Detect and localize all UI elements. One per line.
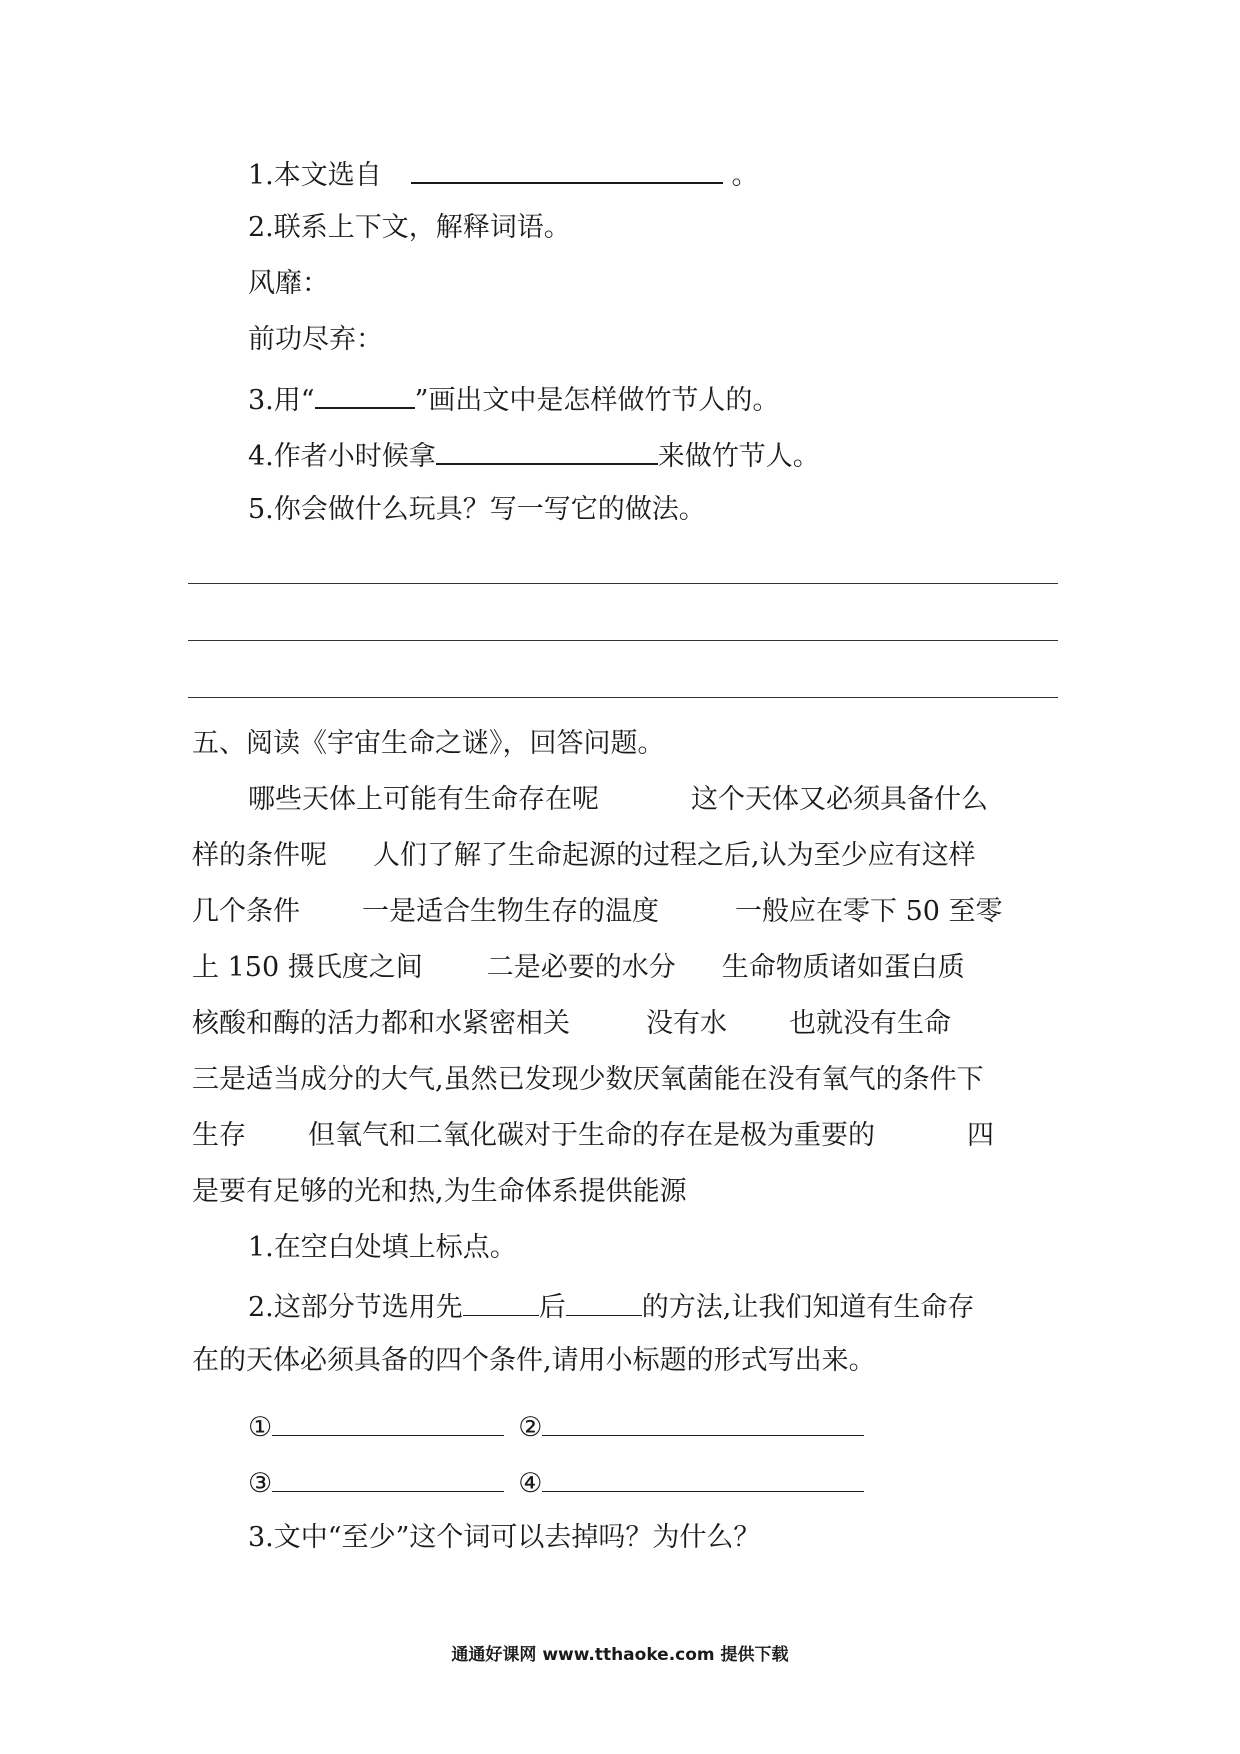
s5-q2-text: 的方法,让我们知道有生命存 — [641, 1292, 975, 1323]
passage-text: 生存 — [192, 1120, 246, 1151]
q3-suffix: ”画出文中是怎样做竹节人的。 — [414, 385, 780, 416]
passage-text: 上 150 摄氏度之间 — [192, 952, 423, 983]
passage-text: 一般应在零下 50 至零 — [735, 896, 1003, 927]
passage-text: 几个条件 — [192, 896, 300, 927]
subtitle-row-2 — [248, 1461, 864, 1504]
q5-line: 5.你会做什么玩具？写一写它的做法。 — [248, 494, 706, 525]
q2-word2: 前功尽弃： — [248, 324, 383, 355]
q3-prefix: 3.用“ — [248, 385, 315, 416]
passage-text: 也就没有生命 — [789, 1008, 951, 1039]
passage-text: 二是必要的水分 — [486, 952, 676, 983]
q3-line — [248, 377, 779, 421]
q1-line — [248, 152, 759, 196]
q2-word1: 风靡： — [248, 268, 329, 299]
s5-q2-text: 2.这部分节选用先 — [248, 1292, 463, 1323]
q4-line — [248, 433, 820, 477]
subtitle-blank-1[interactable] — [272, 1405, 504, 1436]
circled-two: ② — [518, 1412, 543, 1443]
subtitle-blank-2[interactable] — [542, 1405, 864, 1436]
s5-q2-line — [248, 1285, 974, 1328]
circled-three: ③ — [248, 1468, 273, 1499]
passage-text: 人们了解了生命起源的过程之后,认为至少应有这样 — [373, 840, 976, 871]
q4-answer-blank[interactable] — [436, 433, 658, 465]
passage-text: 核酸和酶的活力都和水紧密相关 — [192, 1008, 570, 1039]
q1-answer-blank[interactable] — [411, 152, 723, 184]
passage-line-1 — [248, 780, 988, 820]
s5-q2-blank-2[interactable] — [566, 1285, 642, 1316]
answer-line-3[interactable] — [188, 697, 1058, 698]
section5-heading: 五、阅读《宇宙生命之谜》，回答问题。 — [192, 728, 665, 759]
circled-one: ① — [248, 1412, 273, 1443]
passage-text: 这个天体又必须具备什么 — [691, 784, 988, 815]
passage-text: 一是适合生物生存的温度 — [362, 896, 659, 927]
s5-q3-line: 3.文中“至少”这个词可以去掉吗？为什么？ — [248, 1522, 761, 1553]
answer-line-2[interactable] — [188, 640, 1058, 641]
subtitle-row-1 — [248, 1405, 864, 1448]
q3-underline-sample — [315, 377, 415, 409]
passage-line-5 — [192, 1004, 951, 1044]
answer-line-1[interactable] — [188, 583, 1058, 584]
passage-text: 四 — [967, 1120, 994, 1151]
passage-line-3 — [192, 892, 1003, 932]
s5-q2-line-2: 在的天体必须具备的四个条件,请用小标题的形式写出来。 — [192, 1345, 876, 1376]
circled-four: ④ — [518, 1468, 543, 1499]
q4-suffix: 来做竹节人。 — [657, 441, 820, 472]
passage-text: 没有水 — [646, 1008, 727, 1039]
subtitle-blank-4[interactable] — [542, 1461, 864, 1492]
passage-line-6: 三是适当成分的大气,虽然已发现少数厌氧菌能在没有氧气的条件下 — [192, 1064, 984, 1095]
q1-suffix: 。 — [731, 160, 759, 191]
q1-prefix: 1.本文选自 — [248, 160, 382, 191]
q2-line: 2.联系上下文，解释词语。 — [248, 212, 571, 243]
page-footer: 通通好课网 www.tthaoke.com 提供下载 — [451, 1645, 789, 1665]
passage-text: 哪些天体上可能有生命存在呢 — [248, 784, 599, 815]
passage-line-2 — [192, 836, 976, 876]
subtitle-blank-3[interactable] — [272, 1461, 504, 1492]
s5-q2-text: 后 — [538, 1292, 566, 1323]
passage-line-8: 是要有足够的光和热,为生命体系提供能源 — [192, 1176, 687, 1207]
q4-prefix: 4.作者小时候拿 — [248, 441, 436, 472]
passage-text: 但氧气和二氧化碳对于生命的存在是极为重要的 — [308, 1120, 875, 1151]
passage-text: 样的条件呢 — [192, 840, 327, 871]
s5-q2-blank-1[interactable] — [463, 1285, 539, 1316]
passage-line-4 — [192, 948, 965, 988]
passage-line-7 — [192, 1116, 994, 1156]
passage-text: 生命物质诸如蛋白质 — [721, 952, 965, 983]
s5-q1-line: 1.在空白处填上标点。 — [248, 1232, 517, 1263]
